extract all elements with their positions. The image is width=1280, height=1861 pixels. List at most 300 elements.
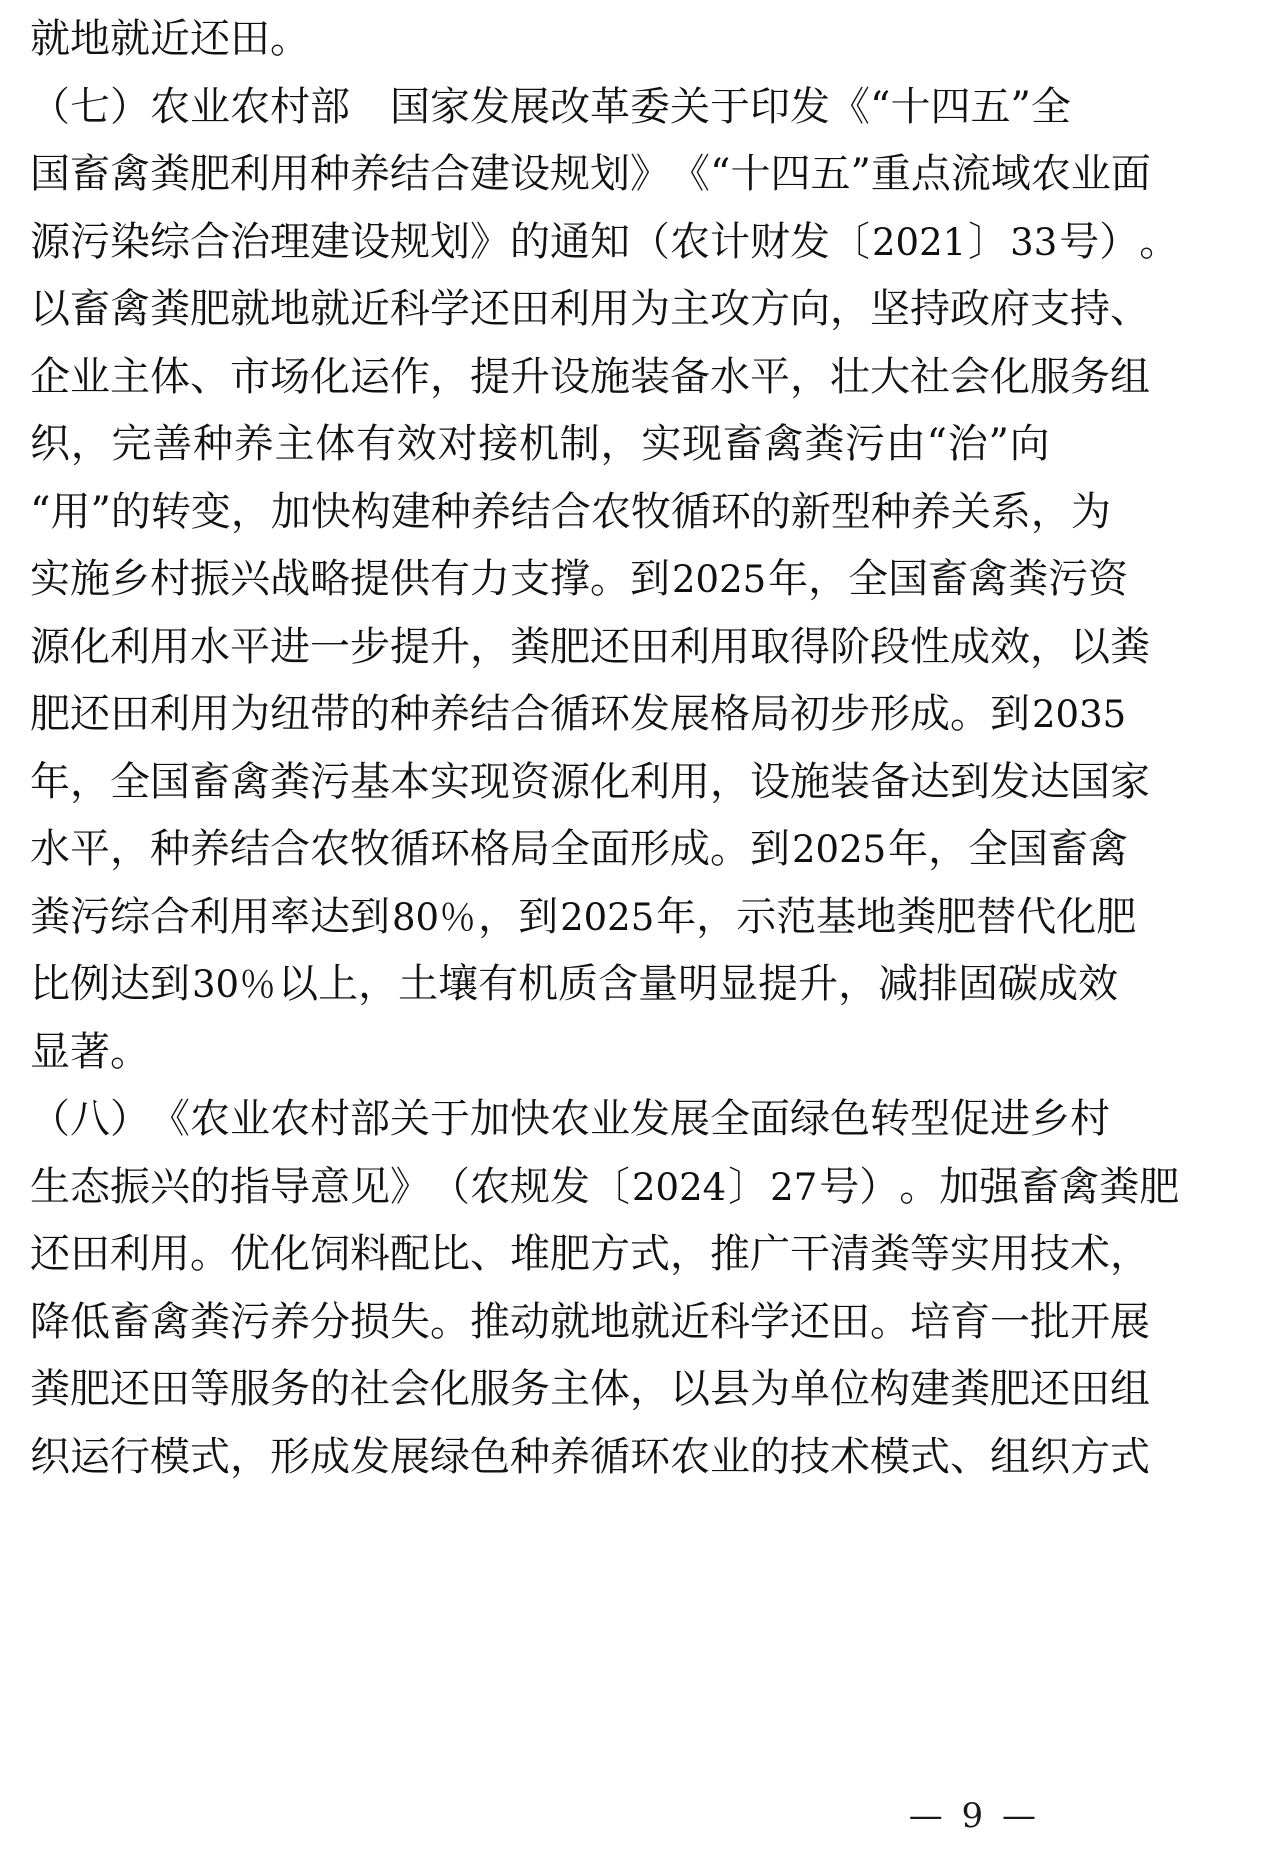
text-glyph: 组: [1110, 1366, 1150, 1412]
text-glyph: 运: [70, 1433, 110, 1480]
text-glyph: 全: [110, 758, 150, 805]
text-glyph: 业: [1070, 151, 1111, 197]
text-glyph: 初: [790, 691, 830, 737]
text-glyph: 肥: [190, 151, 230, 197]
text-glyph: 县: [710, 1366, 750, 1412]
text-glyph: 循: [390, 826, 430, 872]
text-glyph: 新: [790, 488, 831, 535]
text-glyph: 粪: [190, 1298, 230, 1345]
text-glyph: 含: [598, 961, 639, 1007]
text-glyph: 地: [856, 893, 897, 940]
text-glyph: 理: [270, 218, 310, 265]
text-glyph: 养: [270, 1298, 310, 1345]
text-glyph: 知: [590, 218, 630, 265]
text-glyph: 展: [670, 1096, 710, 1142]
text-glyph: 平: [750, 353, 790, 400]
text-glyph: 步: [830, 691, 870, 737]
text-glyph: 升: [510, 353, 550, 400]
text-glyph: 十: [730, 151, 771, 197]
text-glyph: 快: [510, 1096, 550, 1142]
text-glyph: 2025: [792, 828, 887, 871]
text-glyph: 种: [193, 421, 233, 467]
text-glyph: 环: [630, 1433, 670, 1480]
text-glyph: 加: [939, 1163, 980, 1210]
text-glyph: 代: [1016, 893, 1057, 940]
text-glyph: 粪: [1099, 1163, 1140, 1210]
text-glyph: 备: [670, 353, 710, 400]
text-glyph: 革: [590, 83, 630, 130]
text-glyph: 业: [190, 83, 230, 130]
text-glyph: 用: [590, 286, 630, 332]
text-glyph: 推: [470, 1298, 510, 1345]
text-glyph: 以: [670, 1366, 710, 1412]
text-glyph: 粪: [270, 758, 310, 805]
text-glyph: 服: [230, 1366, 270, 1412]
text-glyph: 粪: [950, 1366, 990, 1412]
text-glyph: 形: [270, 1433, 310, 1480]
text-glyph: 绿: [430, 1433, 470, 1480]
text-glyph: ，: [430, 353, 470, 400]
text-glyph: 印: [750, 83, 790, 130]
text-glyph: “: [710, 151, 731, 197]
text-glyph: 设: [350, 218, 390, 265]
text-glyph: 达: [110, 961, 150, 1007]
text-glyph: 畜: [928, 556, 969, 602]
text-glyph: 部: [350, 1096, 390, 1142]
text-glyph: 合: [430, 151, 470, 197]
text-glyph: 的: [350, 691, 390, 737]
text-glyph: 减: [878, 961, 919, 1007]
text-glyph: 组: [990, 1433, 1030, 1480]
text-glyph: 肥: [550, 1231, 590, 1277]
text-glyph: 村: [270, 83, 310, 130]
text-glyph: 格: [470, 826, 510, 872]
text-glyph: 上: [318, 961, 359, 1007]
text-glyph: 源: [30, 218, 70, 265]
text-glyph: 畜: [190, 758, 230, 805]
text-glyph: 养: [430, 691, 470, 737]
text-glyph: 80％: [392, 895, 477, 939]
text-glyph: 有: [430, 556, 470, 602]
text-glyph: 转: [150, 488, 191, 535]
text-glyph: 治: [230, 218, 270, 265]
text-glyph: 主: [274, 421, 315, 467]
text-glyph: 堆: [510, 1231, 550, 1277]
text-glyph: 农: [670, 218, 710, 265]
text-glyph: 用: [150, 1231, 190, 1277]
text-glyph: 成: [950, 623, 990, 670]
text-glyph: 式: [910, 1433, 950, 1480]
text-glyph: 实: [950, 1231, 990, 1277]
text-glyph: 学: [430, 286, 470, 332]
text-glyph: 面: [1110, 151, 1151, 197]
text-glyph: 单: [790, 1366, 830, 1412]
text-glyph: 化: [430, 1366, 470, 1412]
text-glyph: 为: [1070, 488, 1111, 535]
text-glyph: 以: [278, 961, 319, 1007]
text-glyph: 用: [270, 151, 310, 197]
text-glyph: 种: [150, 826, 190, 872]
document-line: [30, 209, 1180, 277]
text-glyph: 合: [270, 826, 310, 872]
text-glyph: 发: [350, 1433, 390, 1480]
text-glyph: ）: [110, 1096, 150, 1142]
text-glyph: 构: [870, 1366, 910, 1412]
text-glyph: 企: [30, 353, 70, 400]
text-glyph: 型: [910, 1096, 950, 1142]
text-glyph: 关: [670, 83, 710, 130]
text-glyph: 国: [888, 556, 929, 602]
text-glyph: 效: [1078, 961, 1119, 1007]
text-glyph: “: [926, 421, 947, 467]
text-glyph: 培: [910, 1298, 950, 1345]
document-line: [30, 951, 1119, 1019]
document-line: [30, 749, 1150, 817]
text-glyph: 粪: [150, 151, 190, 197]
text-glyph: 达: [910, 758, 950, 805]
text-glyph: 改: [550, 83, 590, 130]
text-glyph: 污: [310, 758, 350, 805]
text-glyph: 术: [830, 1433, 870, 1480]
text-glyph: 效: [990, 623, 1030, 670]
text-glyph: 得: [790, 623, 830, 670]
text-glyph: 规: [510, 1163, 550, 1210]
text-glyph: 、: [190, 353, 230, 400]
text-glyph: 十: [890, 83, 931, 130]
text-glyph: 展: [510, 83, 550, 130]
document-line: [30, 74, 1071, 142]
text-glyph: 建: [390, 488, 431, 535]
text-glyph: 达: [1030, 758, 1070, 805]
text-glyph: 于: [430, 1096, 470, 1142]
text-glyph: 降: [30, 1298, 70, 1345]
text-glyph: 促: [950, 1096, 990, 1142]
text-glyph: ，: [1030, 623, 1070, 670]
text-glyph: 畜: [1019, 1163, 1060, 1210]
text-glyph: 国: [1008, 826, 1049, 872]
text-glyph: 村: [1070, 1096, 1110, 1142]
text-glyph: ）: [859, 1163, 900, 1210]
text-glyph: 系: [990, 488, 1031, 535]
text-glyph: ，: [478, 893, 519, 940]
text-glyph: 粪: [1110, 623, 1150, 670]
text-glyph: 装: [630, 353, 670, 400]
text-glyph: 型: [830, 488, 871, 535]
text-glyph: 利: [230, 151, 270, 197]
text-glyph: 作: [390, 353, 430, 400]
text-glyph: 局: [750, 691, 790, 737]
text-glyph: 就: [30, 16, 70, 62]
text-glyph: 年: [768, 556, 809, 602]
text-glyph: 近: [150, 16, 190, 62]
text-glyph: 府: [990, 286, 1030, 332]
text-glyph: 提: [470, 353, 510, 400]
text-glyph: 污: [70, 893, 110, 940]
text-glyph: 业: [710, 1433, 750, 1480]
text-glyph: 利: [670, 623, 710, 670]
text-glyph: 振: [190, 556, 230, 602]
document-line: [30, 411, 1050, 479]
text-glyph: 国: [390, 83, 430, 130]
text-glyph: 近: [670, 1298, 710, 1345]
text-glyph: 局: [510, 826, 550, 872]
text-glyph: 设: [510, 151, 550, 197]
text-glyph: 水: [190, 623, 230, 670]
document-line: [30, 816, 1129, 884]
document-line: [30, 1424, 1150, 1492]
text-glyph: 种: [430, 488, 471, 535]
text-glyph: 服: [470, 1366, 510, 1412]
text-glyph: 粪: [150, 286, 190, 332]
text-glyph: 划: [430, 218, 470, 265]
text-glyph: 农: [1030, 151, 1071, 197]
text-glyph: 实: [641, 421, 682, 467]
text-glyph: 〔: [590, 1163, 630, 1210]
text-glyph: 利: [150, 691, 190, 737]
text-glyph: 设: [550, 353, 590, 400]
text-glyph: 乡: [1030, 1096, 1070, 1142]
text-glyph: 制: [559, 421, 600, 467]
text-glyph: 部: [310, 83, 350, 130]
text-glyph: 粪: [804, 421, 845, 467]
text-glyph: 利: [190, 893, 230, 940]
text-glyph: 式: [1110, 1433, 1150, 1480]
text-glyph: 循: [590, 1433, 630, 1480]
text-glyph: 粪: [510, 623, 550, 670]
text-glyph: 升: [430, 623, 470, 670]
text-glyph: 化: [590, 758, 630, 805]
text-glyph: 持: [1070, 286, 1110, 332]
text-glyph: 推: [710, 1231, 750, 1277]
text-glyph: 全: [550, 826, 590, 872]
text-glyph: 向: [1009, 421, 1050, 467]
text-glyph: 进: [270, 623, 310, 670]
text-glyph: 分: [310, 1298, 350, 1345]
text-glyph: 。: [190, 1231, 230, 1277]
text-glyph: 田: [830, 1298, 870, 1345]
text-glyph: ，: [928, 826, 969, 872]
text-glyph: 。: [1139, 218, 1180, 265]
text-glyph: ）: [110, 83, 150, 130]
page-footer: [0, 1786, 1280, 1846]
text-glyph: 会: [950, 353, 990, 400]
text-glyph: 田: [230, 16, 270, 62]
document-line: [30, 479, 1111, 547]
text-glyph: 关: [390, 1096, 430, 1142]
text-glyph: 社: [910, 353, 950, 400]
text-glyph: 、: [1110, 286, 1150, 332]
text-glyph: 还: [470, 286, 510, 332]
text-glyph: 持: [910, 286, 950, 332]
document-line: [30, 1019, 1050, 1087]
text-glyph: 设: [750, 758, 790, 805]
text-glyph: 主: [550, 1366, 590, 1412]
text-glyph: 例: [70, 961, 110, 1007]
text-glyph: 优: [230, 1231, 270, 1277]
text-glyph: 进: [990, 1096, 1030, 1142]
text-glyph: 循: [670, 488, 711, 535]
text-glyph: 环: [430, 826, 470, 872]
text-glyph: 大: [870, 353, 910, 400]
text-glyph: 2025: [672, 558, 767, 601]
text-glyph: 技: [790, 1433, 830, 1480]
text-glyph: 号: [1059, 218, 1100, 265]
text-glyph: 污: [230, 1298, 270, 1345]
text-glyph: 养: [910, 488, 951, 535]
text-glyph: 现: [682, 421, 722, 467]
text-glyph: 步: [350, 623, 390, 670]
text-glyph: 壤: [438, 961, 479, 1007]
text-glyph: 农: [230, 83, 270, 130]
text-glyph: 展: [670, 691, 710, 737]
text-glyph: 家: [1110, 758, 1150, 805]
text-glyph: 水: [30, 826, 70, 872]
text-glyph: ”: [90, 488, 111, 535]
text-glyph: 还: [590, 623, 630, 670]
text-glyph: 。: [870, 1298, 910, 1345]
text-glyph: 、: [950, 1433, 990, 1480]
text-glyph: 禽: [110, 151, 150, 197]
text-glyph: 种: [390, 691, 430, 737]
text-glyph: 快: [310, 488, 351, 535]
document-line: [30, 884, 1137, 952]
text-glyph: 面: [590, 826, 630, 872]
text-glyph: 供: [390, 556, 430, 602]
text-glyph: 战: [270, 556, 310, 602]
text-glyph: 利: [550, 286, 590, 332]
text-glyph: 还: [190, 16, 230, 62]
text-glyph: 畜: [110, 1298, 150, 1345]
text-glyph: ，: [110, 826, 150, 872]
text-glyph: 显: [718, 961, 759, 1007]
text-glyph: 七: [70, 83, 110, 130]
text-glyph: 为: [750, 1366, 790, 1412]
text-glyph: 家: [430, 83, 470, 130]
text-glyph: 。: [710, 826, 750, 872]
text-glyph: 点: [910, 151, 951, 197]
text-glyph: 一: [990, 1298, 1030, 1345]
text-glyph: 年: [30, 758, 70, 805]
text-glyph: 达: [310, 893, 350, 940]
text-glyph: 损: [350, 1298, 390, 1345]
text-glyph: 提: [350, 556, 390, 602]
text-glyph: 流: [950, 151, 991, 197]
text-glyph: 〕: [968, 218, 1009, 265]
text-glyph: 发: [790, 83, 830, 130]
text-glyph: 效: [396, 421, 437, 467]
text-glyph: 向: [790, 286, 830, 332]
text-glyph: 就: [110, 16, 150, 62]
text-glyph: 显: [30, 1028, 70, 1075]
text-glyph: 展: [1110, 1298, 1150, 1345]
text-glyph: 有: [356, 421, 396, 467]
text-glyph: 养: [233, 421, 274, 467]
text-glyph: 基: [816, 893, 857, 940]
text-glyph: ，: [808, 556, 849, 602]
text-glyph: 养: [550, 1433, 590, 1480]
text-glyph: ，: [358, 961, 399, 1007]
text-glyph: 力: [470, 556, 510, 602]
text-glyph: 备: [870, 758, 910, 805]
text-glyph: 会: [390, 1366, 430, 1412]
text-glyph: 市: [230, 353, 270, 400]
text-glyph: 化: [70, 623, 110, 670]
document-line: [30, 6, 1050, 74]
text-glyph: 以: [30, 286, 70, 332]
text-glyph: ”: [1010, 83, 1031, 130]
text-glyph: 兴: [150, 1163, 190, 1210]
text-glyph: ，: [470, 623, 510, 670]
text-glyph: 全: [1030, 83, 1071, 130]
text-glyph: 业: [70, 353, 110, 400]
text-glyph: 构: [350, 488, 391, 535]
text-glyph: 地: [270, 286, 310, 332]
text-glyph: （: [30, 1096, 70, 1142]
document-line: [30, 1154, 1180, 1222]
text-glyph: 环: [590, 691, 630, 737]
text-glyph: 粪: [30, 1366, 70, 1412]
text-glyph: 色: [830, 1096, 870, 1142]
text-glyph: 实: [30, 556, 70, 602]
text-glyph: 失: [390, 1298, 430, 1345]
text-glyph: 替: [976, 893, 1017, 940]
text-glyph: 国: [1070, 758, 1110, 805]
text-glyph: 。: [590, 556, 630, 602]
text-glyph: 提: [390, 623, 430, 670]
text-glyph: 干: [790, 1231, 830, 1277]
text-glyph: 畜: [1048, 826, 1089, 872]
text-glyph: 建: [310, 218, 350, 265]
text-glyph: [350, 74, 390, 142]
text-glyph: 粪: [1008, 556, 1049, 602]
text-glyph: 振: [110, 1163, 150, 1210]
text-glyph: 33: [1010, 220, 1058, 264]
text-glyph: 兴: [230, 556, 270, 602]
text-glyph: 化: [1056, 893, 1097, 940]
text-glyph: ，: [696, 893, 737, 940]
text-glyph: 段: [870, 623, 910, 670]
text-glyph: 加: [470, 1096, 510, 1142]
text-glyph: 结: [470, 691, 510, 737]
text-glyph: 配: [390, 1231, 430, 1277]
text-glyph: 实: [430, 758, 470, 805]
text-glyph: 田: [1070, 1366, 1110, 1412]
text-glyph: ，: [1110, 1231, 1150, 1277]
text-glyph: 导: [270, 1163, 310, 1210]
text-glyph: 财: [750, 218, 790, 265]
text-glyph: 源: [550, 758, 590, 805]
text-glyph: 农: [590, 488, 631, 535]
text-glyph: 田: [510, 286, 550, 332]
text-glyph: 规: [390, 218, 430, 265]
text-glyph: ，: [710, 758, 750, 805]
text-glyph: 式: [630, 1231, 670, 1277]
text-glyph: 到: [350, 893, 390, 940]
text-glyph: 粪: [30, 893, 70, 940]
text-glyph: 。: [270, 16, 310, 62]
text-glyph: 还: [30, 1231, 70, 1277]
text-glyph: 养: [350, 151, 390, 197]
text-glyph: 年: [656, 893, 697, 940]
text-glyph: ，: [600, 421, 641, 467]
text-glyph: 农: [310, 826, 350, 872]
text-glyph: 攻: [710, 286, 750, 332]
text-glyph: 用: [990, 1231, 1030, 1277]
text-glyph: ，: [838, 961, 879, 1007]
text-glyph: 绿: [790, 1096, 830, 1142]
text-glyph: 循: [550, 691, 590, 737]
text-glyph: 织: [30, 1433, 70, 1480]
